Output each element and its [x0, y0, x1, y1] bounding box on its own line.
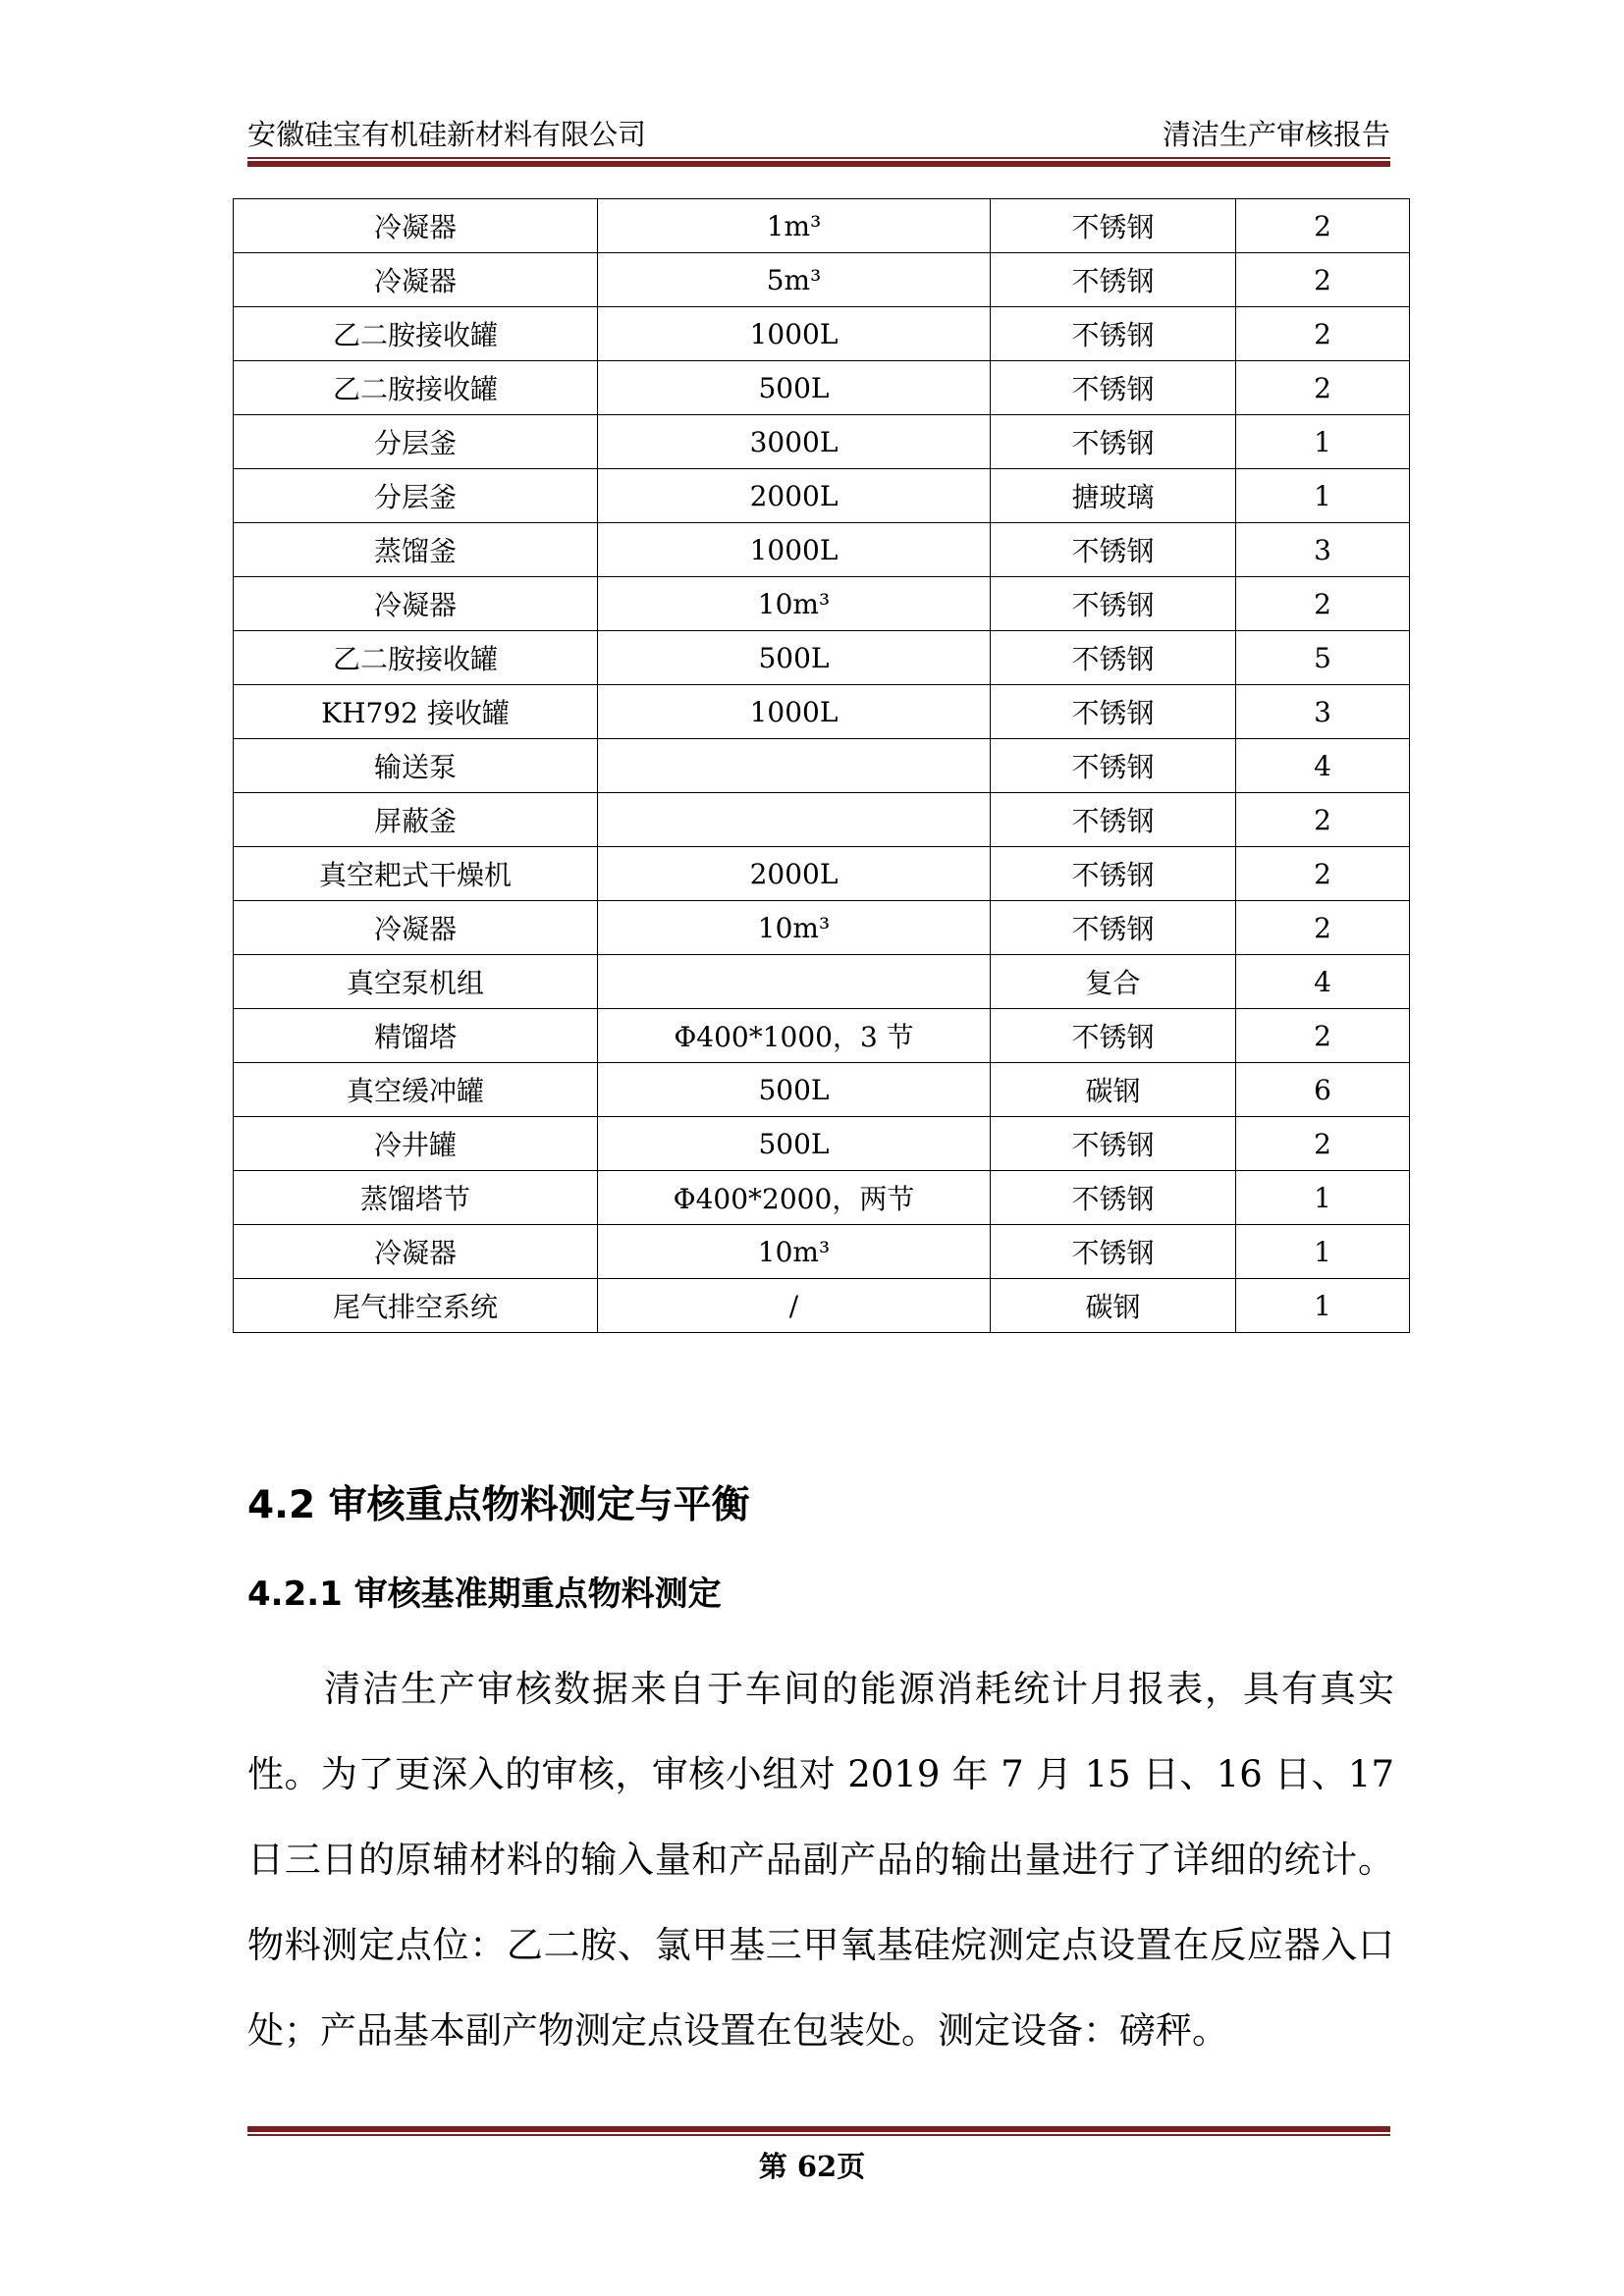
equipment-material-cell: 不锈钢: [991, 577, 1236, 631]
equipment-material-cell: 不锈钢: [991, 415, 1236, 469]
table-row: [234, 523, 1410, 577]
equipment-qty-cell: 2: [1236, 847, 1410, 901]
equipment-name-cell: 蒸馏塔节: [234, 1171, 598, 1225]
equipment-spec-cell: /: [598, 1279, 991, 1333]
report-title: 清洁生产审核报告: [1162, 118, 1390, 151]
table-row: [234, 1171, 1410, 1225]
equipment-material-cell: 不锈钢: [991, 307, 1236, 361]
equipment-spec-cell: [598, 793, 991, 847]
equipment-material-cell: 不锈钢: [991, 685, 1236, 739]
equipment-qty-cell: 1: [1236, 415, 1410, 469]
equipment-qty-cell: 2: [1236, 577, 1410, 631]
equipment-name-cell: 真空泵机组: [234, 955, 598, 1009]
equipment-qty-cell: 2: [1236, 793, 1410, 847]
table-row: [234, 1063, 1410, 1117]
equipment-spec-cell: [598, 739, 991, 793]
table-row: [234, 253, 1410, 307]
equipment-material-cell: 碳钢: [991, 1279, 1236, 1333]
section-heading: 4.2 审核重点物料测定与平衡: [247, 1483, 750, 1527]
equipment-spec-cell: 500L: [598, 1117, 991, 1171]
equipment-name-cell: 尾气排空系统: [234, 1279, 598, 1333]
equipment-material-cell: 不锈钢: [991, 523, 1236, 577]
equipment-name-cell: 分层釜: [234, 415, 598, 469]
equipment-qty-cell: 3: [1236, 523, 1410, 577]
equipment-name-cell: KH792 接收罐: [234, 685, 598, 739]
equipment-material-cell: 不锈钢: [991, 793, 1236, 847]
table-row: [234, 739, 1410, 793]
equipment-qty-cell: 4: [1236, 739, 1410, 793]
equipment-qty-cell: 2: [1236, 253, 1410, 307]
equipment-name-cell: 屏蔽釜: [234, 793, 598, 847]
equipment-material-cell: 不锈钢: [991, 1171, 1236, 1225]
equipment-material-cell: 碳钢: [991, 1063, 1236, 1117]
table-row: [234, 577, 1410, 631]
equipment-qty-cell: 2: [1236, 901, 1410, 955]
table-row: [234, 631, 1410, 685]
equipment-name-cell: 乙二胺接收罐: [234, 307, 598, 361]
equipment-qty-cell: 1: [1236, 469, 1410, 523]
page-header: [247, 110, 1390, 157]
equipment-spec-cell: 5m³: [598, 253, 991, 307]
table-row: [234, 955, 1410, 1009]
equipment-qty-cell: 1: [1236, 1171, 1410, 1225]
equipment-spec-cell: 2000L: [598, 847, 991, 901]
table-row: [234, 685, 1410, 739]
equipment-spec-cell: 10m³: [598, 577, 991, 631]
equipment-spec-cell: [598, 955, 991, 1009]
equipment-name-cell: 输送泵: [234, 739, 598, 793]
equipment-qty-cell: 1: [1236, 1225, 1410, 1279]
equipment-name-cell: 冷凝器: [234, 901, 598, 955]
footer-rule-thick: [247, 2126, 1390, 2132]
equipment-spec-cell: Φ400*2000，两节: [598, 1171, 991, 1225]
table-row: [234, 469, 1410, 523]
equipment-name-cell: 冷凝器: [234, 199, 598, 253]
equipment-spec-cell: 1m³: [598, 199, 991, 253]
equipment-table: [233, 198, 1410, 1333]
equipment-qty-cell: 5: [1236, 631, 1410, 685]
table-row: [234, 1279, 1410, 1333]
table-row: [234, 901, 1410, 955]
equipment-qty-cell: 2: [1236, 361, 1410, 415]
footer-rule-thin: [247, 2134, 1390, 2136]
equipment-qty-cell: 2: [1236, 1117, 1410, 1171]
equipment-name-cell: 蒸馏釜: [234, 523, 598, 577]
equipment-qty-cell: 1: [1236, 1279, 1410, 1333]
equipment-spec-cell: 10m³: [598, 901, 991, 955]
body-paragraph: 清洁生产审核数据来自于车间的能源消耗统计月报表，具有真实性。为了更深入的审核，审核小组对 2019 年 7 月 15 日、16 日、17 日三日的原辅材料的输入量和产品副产品的输出量进行了详细的统计。物料测定点位：乙二胺、氯甲基三甲氧基硅烷测定点设置在反应器入口处；产品基本副产物测定点设置在包装处。测定设备：磅秤。: [247, 1668, 1394, 2052]
table-row: [234, 361, 1410, 415]
subsection-heading: 4.2.1 审核基准期重点物料测定: [247, 1575, 722, 1614]
equipment-qty-cell: 4: [1236, 955, 1410, 1009]
company-name: 安徽硅宝有机硅新材料有限公司: [247, 118, 647, 151]
equipment-material-cell: 不锈钢: [991, 1225, 1236, 1279]
equipment-spec-cell: 2000L: [598, 469, 991, 523]
table-row: [234, 415, 1410, 469]
equipment-material-cell: 搪玻璃: [991, 469, 1236, 523]
equipment-spec-cell: 3000L: [598, 415, 991, 469]
equipment-material-cell: 不锈钢: [991, 847, 1236, 901]
equipment-name-cell: 分层釜: [234, 469, 598, 523]
equipment-material-cell: 不锈钢: [991, 631, 1236, 685]
equipment-material-cell: 不锈钢: [991, 253, 1236, 307]
equipment-material-cell: 不锈钢: [991, 361, 1236, 415]
equipment-material-cell: 不锈钢: [991, 1117, 1236, 1171]
header-rule-thin: [247, 157, 1390, 159]
equipment-spec-cell: 500L: [598, 631, 991, 685]
table-row: [234, 1117, 1410, 1171]
equipment-qty-cell: 2: [1236, 307, 1410, 361]
equipment-spec-cell: 10m³: [598, 1225, 991, 1279]
equipment-name-cell: 乙二胺接收罐: [234, 631, 598, 685]
table-row: [234, 1225, 1410, 1279]
equipment-name-cell: 真空缓冲罐: [234, 1063, 598, 1117]
equipment-table-body: [234, 199, 1410, 1333]
table-row: [234, 847, 1410, 901]
equipment-spec-cell: 1000L: [598, 307, 991, 361]
equipment-name-cell: 真空耙式干燥机: [234, 847, 598, 901]
table-row: [234, 1009, 1410, 1063]
equipment-material-cell: 不锈钢: [991, 739, 1236, 793]
equipment-material-cell: 复合: [991, 955, 1236, 1009]
table-row: [234, 199, 1410, 253]
page-number: 第 62页: [758, 2150, 866, 2183]
equipment-qty-cell: 3: [1236, 685, 1410, 739]
equipment-name-cell: 冷井罐: [234, 1117, 598, 1171]
header-rule-thick: [247, 161, 1390, 167]
equipment-name-cell: 冷凝器: [234, 1225, 598, 1279]
equipment-spec-cell: Φ400*1000，3 节: [598, 1009, 991, 1063]
equipment-name-cell: 冷凝器: [234, 253, 598, 307]
equipment-material-cell: 不锈钢: [991, 199, 1236, 253]
equipment-spec-cell: 1000L: [598, 685, 991, 739]
equipment-name-cell: 冷凝器: [234, 577, 598, 631]
equipment-qty-cell: 2: [1236, 1009, 1410, 1063]
equipment-name-cell: 乙二胺接收罐: [234, 361, 598, 415]
table-row: [234, 793, 1410, 847]
equipment-material-cell: 不锈钢: [991, 901, 1236, 955]
equipment-spec-cell: 1000L: [598, 523, 991, 577]
equipment-name-cell: 精馏塔: [234, 1009, 598, 1063]
equipment-spec-cell: 500L: [598, 361, 991, 415]
equipment-material-cell: 不锈钢: [991, 1009, 1236, 1063]
table-row: [234, 307, 1410, 361]
equipment-qty-cell: 6: [1236, 1063, 1410, 1117]
equipment-qty-cell: 2: [1236, 199, 1410, 253]
equipment-spec-cell: 500L: [598, 1063, 991, 1117]
